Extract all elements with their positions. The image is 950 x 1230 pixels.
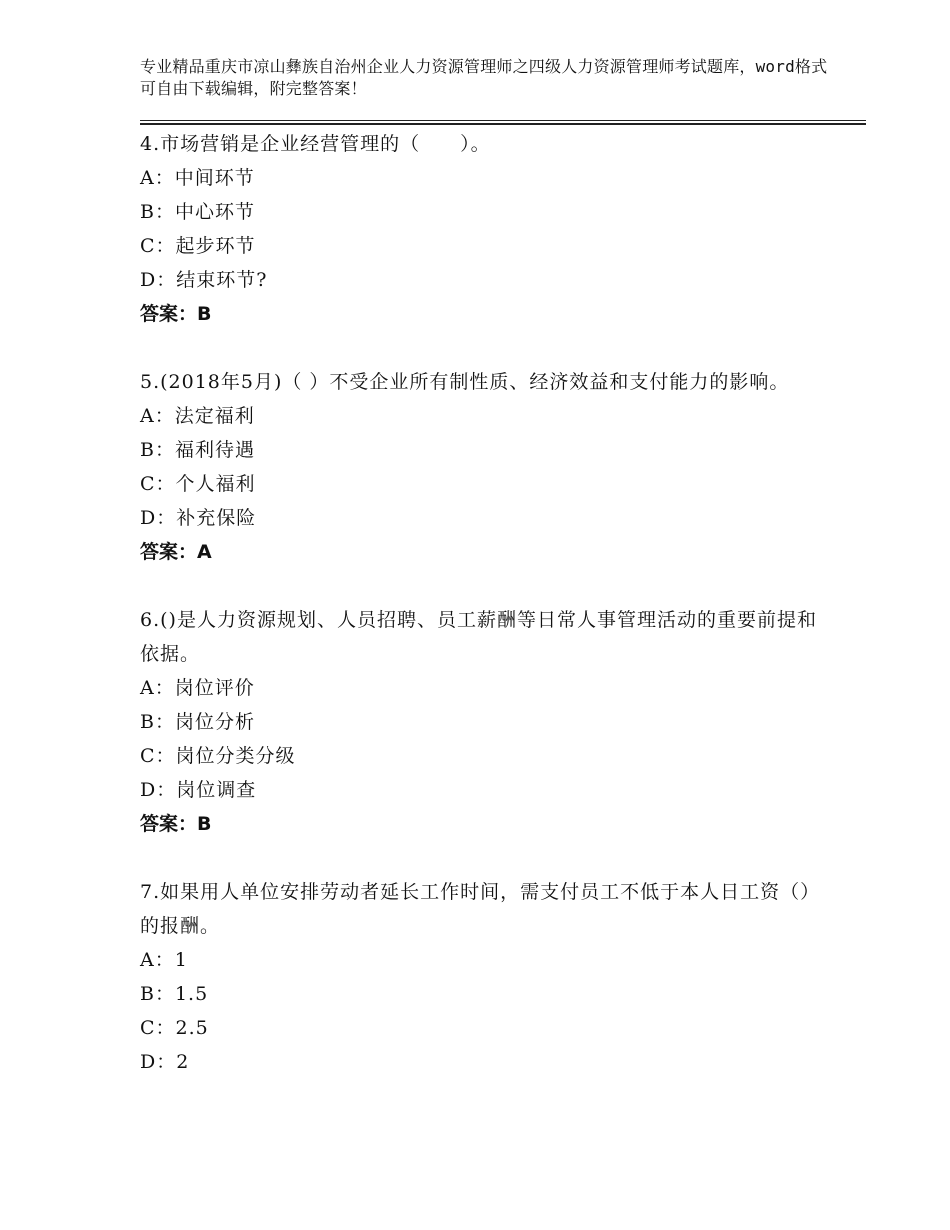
option-d: D：补充保险 [140,507,257,529]
question-5 [140,365,830,569]
option-b: B：岗位分析 [140,711,255,733]
header-divider-thin [140,120,866,121]
header-divider-thick [140,123,866,125]
option-b: B：福利待遇 [140,439,255,461]
option-c: C：岗位分类分级 [140,745,296,767]
answer-line: 答案：B [140,303,212,325]
question-4 [140,127,830,331]
question-stem: 6.()是人力资源规划、人员招聘、员工薪酬等日常人事管理活动的重要前提和依据。 [140,609,817,665]
option-d: D：2 [140,1051,190,1073]
option-c: C：起步环节 [140,235,256,257]
answer-line: 答案：B [140,813,212,835]
option-d: D：结束环节? [140,269,268,291]
spacer [140,569,830,603]
question-stem: 5.(2018年5月)（ ）不受企业所有制性质、经济效益和支付能力的影响。 [140,371,790,393]
option-a: A：法定福利 [140,405,255,427]
option-a: A：1 [140,949,188,971]
option-a: A：岗位评价 [140,677,255,699]
option-b: B：1.5 [140,983,209,1005]
option-b: B：中心环节 [140,201,255,223]
spacer [140,331,830,365]
option-c: C：个人福利 [140,473,256,495]
question-6 [140,603,830,841]
option-a: A：中间环节 [140,167,255,189]
question-stem: 4.市场营销是企业经营管理的（ ）。 [140,133,491,155]
question-list [140,127,830,1079]
answer-line: 答案：A [140,541,212,563]
spacer [140,841,830,875]
document-header-title: 专业精品重庆市凉山彝族自治州企业人力资源管理师之四级人力资源管理师考试题库，word格式可自由下载编辑，附完整答案！ [140,57,828,98]
question-stem: 7.如果用人单位安排劳动者延长工作时间，需支付员工不低于本人日工资（）的报酬。 [140,881,821,937]
option-d: D：岗位调查 [140,779,257,801]
question-7 [140,875,830,1079]
option-c: C：2.5 [140,1017,209,1039]
